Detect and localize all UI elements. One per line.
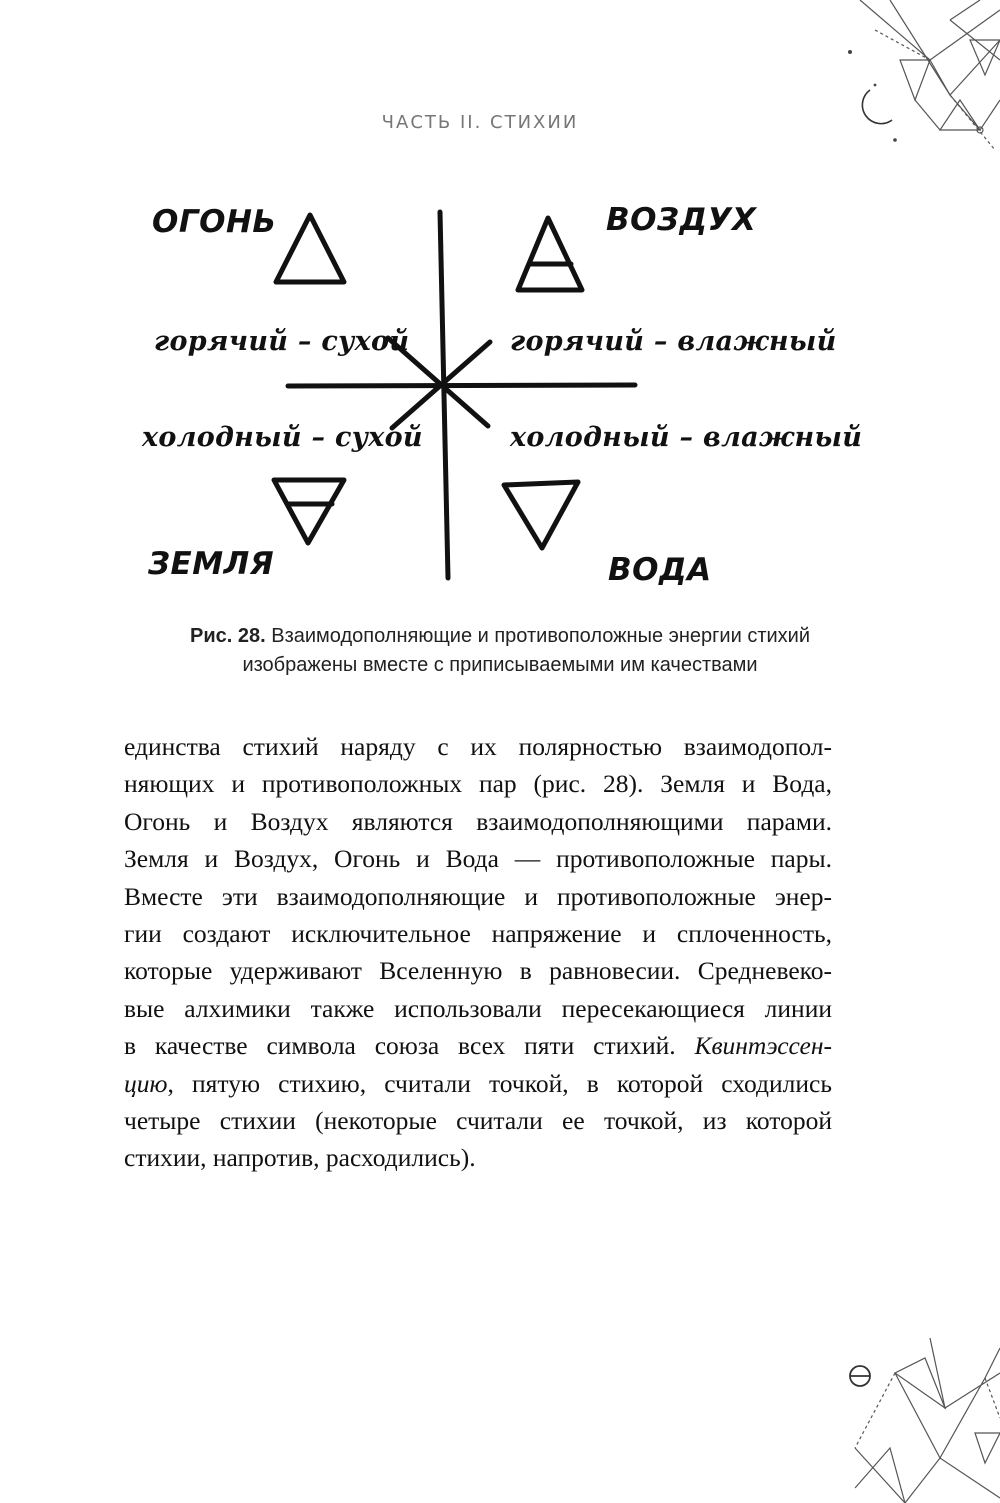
figure-number: Рис. 28.: [189, 625, 266, 647]
running-head: ЧАСТЬ II. СТИХИИ: [381, 112, 579, 133]
label-air: ВОЗДУХ: [606, 202, 757, 238]
text-line: Огонь и Воздух являются взаимодополняющими парами.: [124, 806, 832, 836]
air-symbol-icon: [518, 218, 582, 290]
earth-symbol-icon: [274, 480, 344, 543]
text-line: няющих и противоположных пар (рис. 28). Земля и Вода,: [124, 769, 832, 799]
text-line: которые удерживают Вселенную в равновесии. Средневеко-: [124, 956, 832, 986]
fire-symbol-icon: [276, 215, 344, 282]
label-fire: ОГОНЬ: [152, 204, 277, 240]
text-line: Вместе эти взаимодополняющие и противоположные энер-: [124, 881, 832, 911]
caption-text-line2: изображены вместе с приписываемыми им качествами: [242, 654, 758, 676]
vertical-axis: [440, 212, 448, 578]
elements-diagram: [130, 190, 863, 600]
diagram-drawing: [130, 190, 830, 600]
text-segment: , пятую стихию, считали точкой, в которой сходились: [167, 1068, 832, 1098]
text-line: вые алхимики также использовали пересекающиеся линии: [124, 993, 832, 1023]
quality-earth: холодный – сухой: [142, 422, 423, 453]
text-line-mixed: [124, 1027, 832, 1064]
label-water: ВОДА: [608, 552, 712, 588]
horizontal-axis: [288, 385, 635, 386]
quality-air: горячий – влажный: [510, 326, 837, 357]
quality-water: холодный – влажный: [510, 422, 863, 453]
body-paragraph: [124, 728, 832, 1177]
geometric-ornament-bottom: [835, 1338, 1000, 1503]
text-line-mixed: [124, 1065, 832, 1102]
label-earth: ЗЕМЛЯ: [148, 546, 275, 582]
text-line: четыре стихии (некоторые считали ее точкой, из которой: [124, 1106, 832, 1136]
quality-fire: горячий – сухой: [154, 326, 410, 357]
figure-caption: [140, 622, 860, 680]
text-line: Земля и Воздух, Огонь и Вода — противоположные пары.: [124, 844, 832, 874]
text-segment: в качестве символа союза всех пяти стихий.: [124, 1031, 676, 1061]
italic-term: цию: [124, 1068, 168, 1098]
caption-text-line1: Взаимодополняющие и противоположные энергии стихий: [265, 625, 810, 647]
italic-term: Квинтэссен-: [694, 1031, 833, 1061]
text-line: стихии, напротив, расходились).: [124, 1143, 476, 1173]
water-symbol-icon: [504, 482, 578, 548]
text-line: гии создают исключительное напряжение и сплоченность,: [124, 919, 832, 949]
text-line: единства стихий наряду с их полярностью взаимодопол-: [124, 732, 832, 761]
